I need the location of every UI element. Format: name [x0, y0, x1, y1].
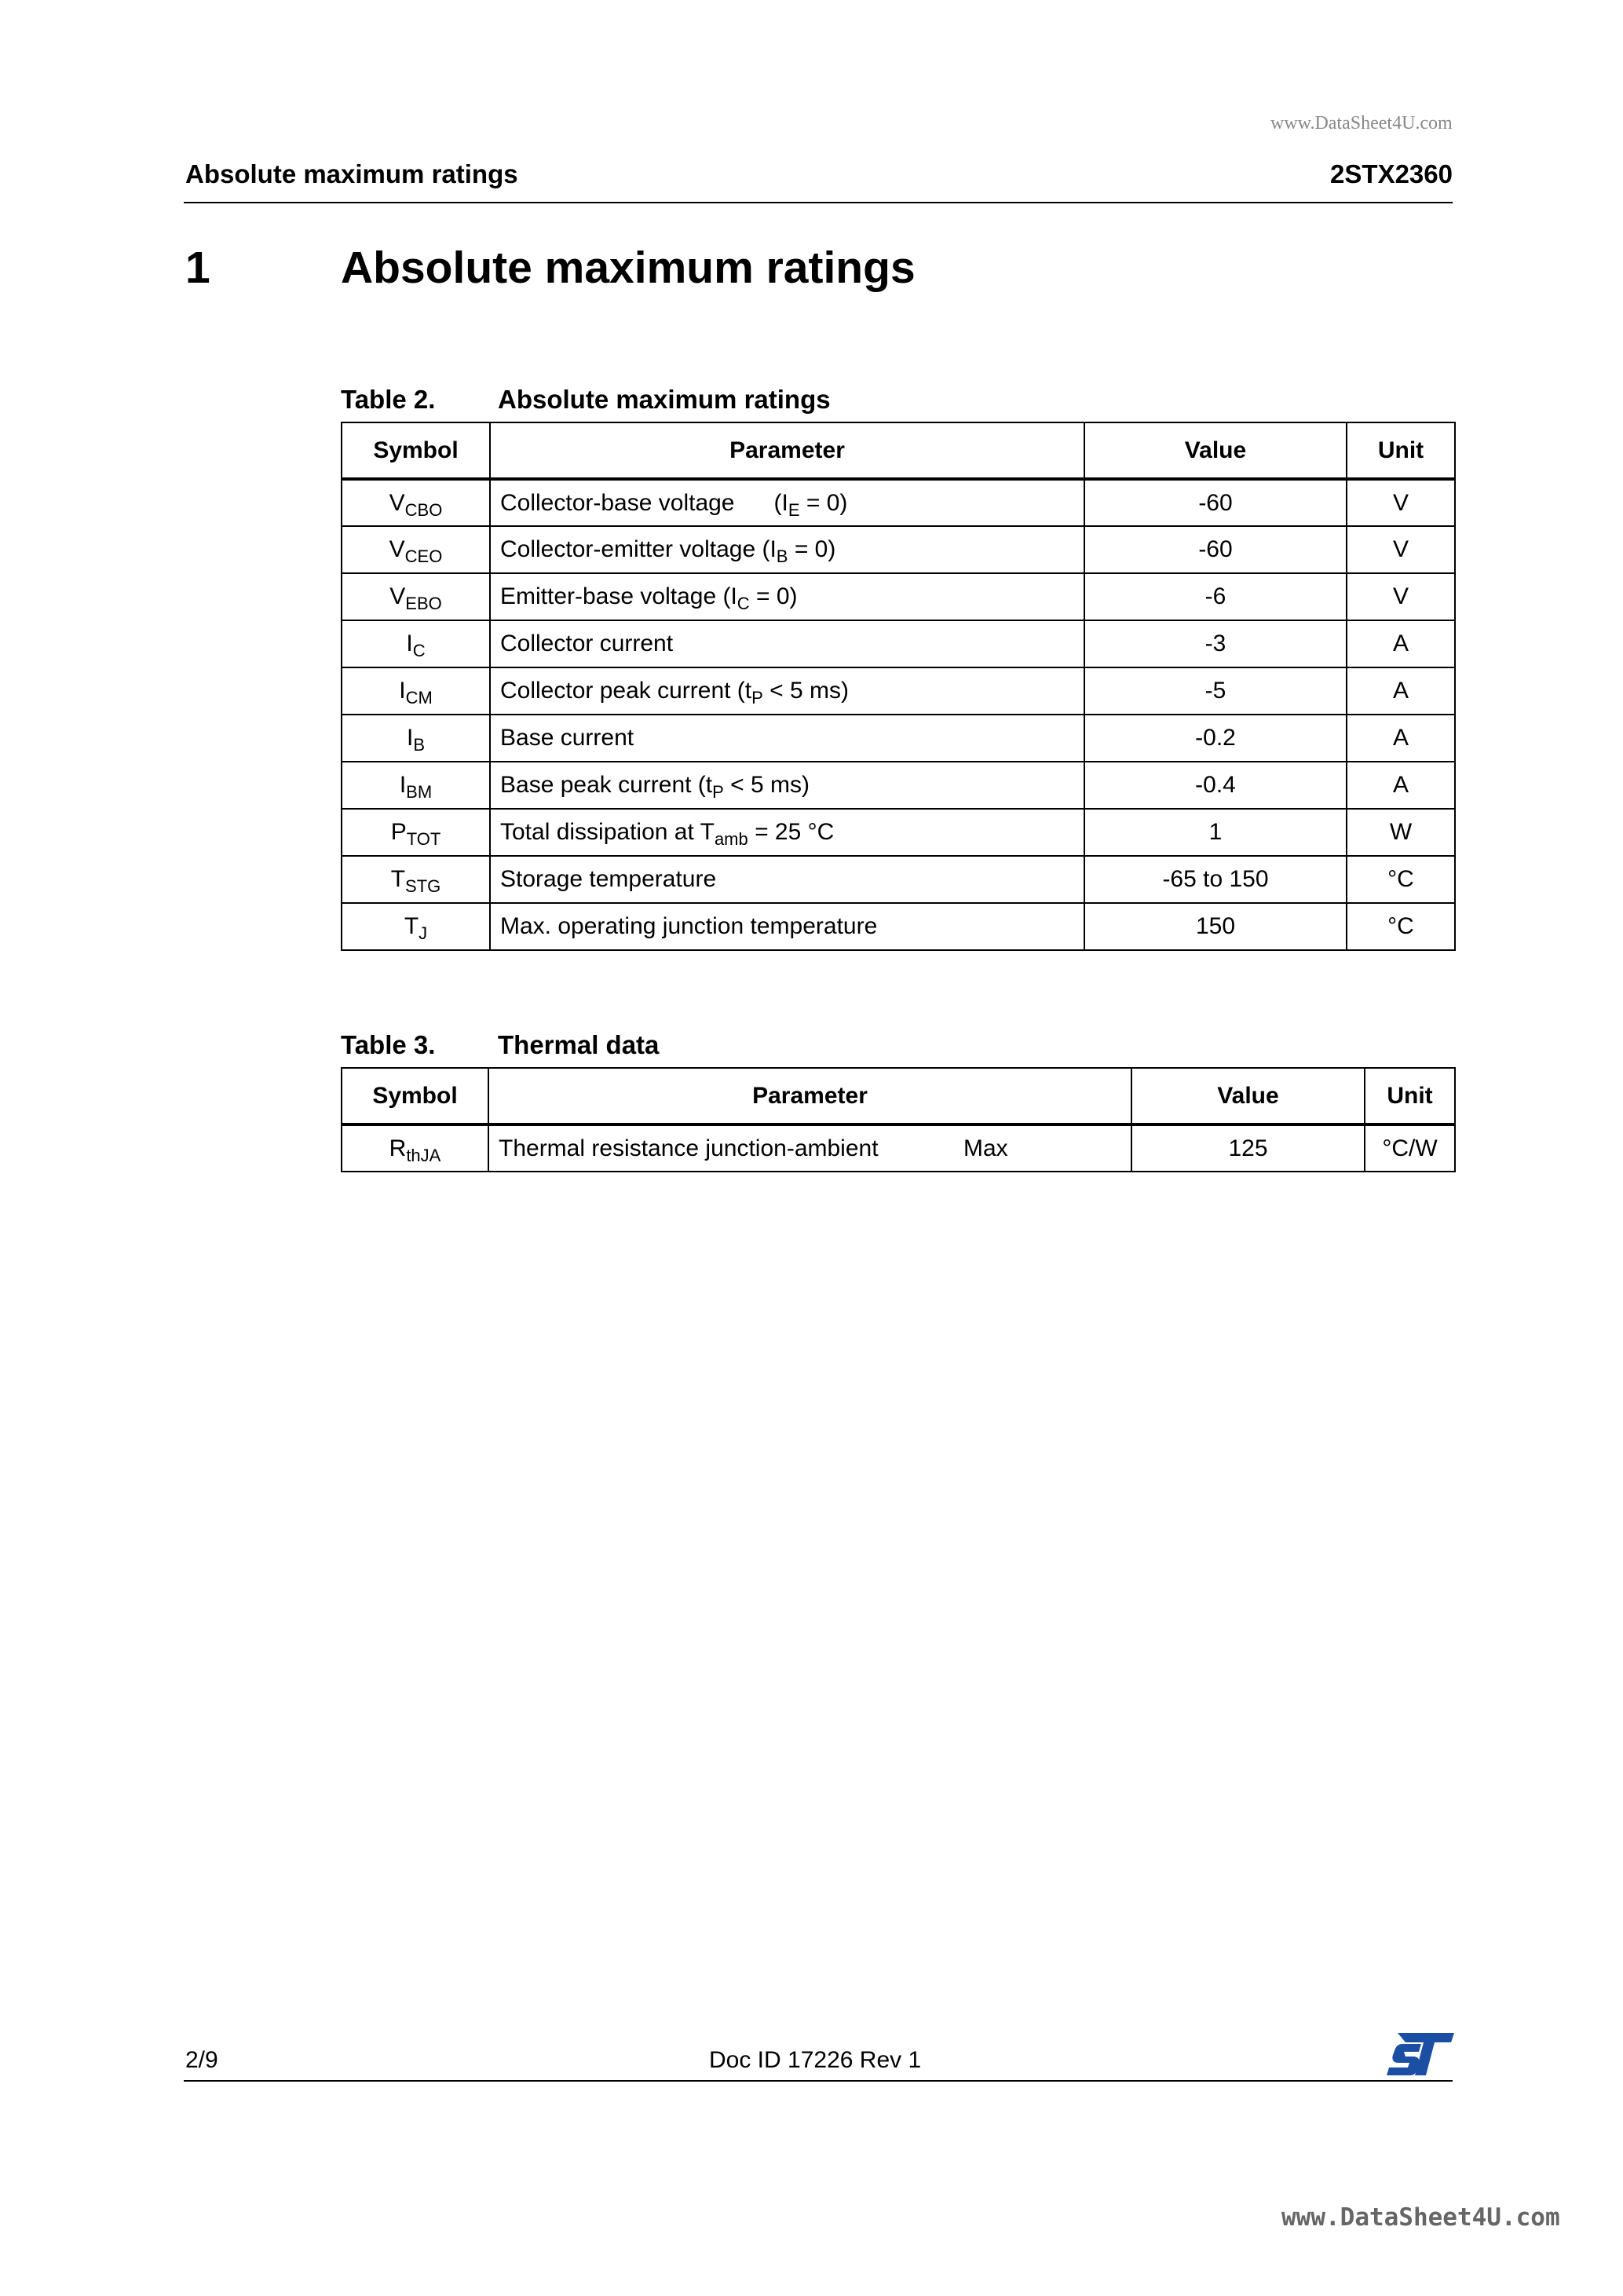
symbol-cell: $T_J$ — [342, 903, 490, 950]
symbol-cell: $I_{BM}$ — [342, 762, 490, 809]
table-row — [342, 479, 1455, 526]
doc-id: Doc ID 17226 Rev 1 — [709, 2047, 922, 2073]
parameter-cell: Max. operating junction temperature — [490, 903, 1084, 950]
unit-cell: °C/W — [1365, 1124, 1455, 1172]
value-cell: -6 — [1084, 573, 1347, 620]
footer-rule — [184, 2080, 1453, 2082]
value-cell: -65 to 150 — [1084, 856, 1347, 903]
symbol-cell: $I_B$ — [342, 715, 490, 762]
running-header-section: Absolute maximum ratings — [185, 159, 518, 188]
table-row — [342, 573, 1455, 620]
parameter-cell: Storage temperature — [490, 856, 1084, 903]
value-cell: -60 — [1084, 526, 1347, 573]
parameter-cell: Base current — [490, 715, 1084, 762]
header-rule — [184, 202, 1453, 203]
table-row — [342, 1124, 1455, 1172]
parameter-cell: Emitter-base voltage $(I_C = 0)$ — [490, 573, 1084, 620]
absolute-max-ratings-table — [341, 422, 1456, 951]
table-row — [342, 856, 1455, 903]
page-number: 2/9 — [185, 2047, 218, 2073]
value-cell: 1 — [1084, 809, 1347, 856]
table-header-row — [342, 422, 1455, 479]
symbol-cell: $I_{CM}$ — [342, 667, 490, 715]
parameter-cell: Collector current — [490, 620, 1084, 667]
qualifier: Max — [963, 1135, 1008, 1161]
unit-cell: V — [1347, 479, 1455, 526]
parameter-cell: Collector peak current ($t_P < 5$ ms) — [490, 667, 1084, 715]
table3-title: Thermal data — [498, 1030, 660, 1059]
table-row — [342, 667, 1455, 715]
section-title: Absolute maximum ratings — [341, 243, 916, 293]
table2-title: Absolute maximum ratings — [498, 385, 831, 414]
running-header-part: 2STX2360 — [1330, 159, 1453, 188]
table-row — [342, 809, 1455, 856]
unit-cell: °C — [1347, 903, 1455, 950]
table-row — [342, 715, 1455, 762]
value-cell: -3 — [1084, 620, 1347, 667]
symbol-cell: $V_{CBO}$ — [342, 479, 490, 526]
column-header-parameter: Parameter — [488, 1068, 1131, 1124]
st-logo-icon — [1387, 2033, 1454, 2075]
watermark-top: www.DataSheet4U.com — [1270, 113, 1453, 133]
value-cell: -0.2 — [1084, 715, 1347, 762]
table2-label: Table 2. — [341, 385, 436, 414]
table-row — [342, 762, 1455, 809]
unit-cell: A — [1347, 620, 1455, 667]
unit-cell: V — [1347, 526, 1455, 573]
value-cell: -0.4 — [1084, 762, 1347, 809]
watermark-bottom: www.DataSheet4U.com — [1281, 2203, 1560, 2232]
unit-cell: W — [1347, 809, 1455, 856]
table-header-row — [342, 1068, 1455, 1124]
unit-cell: A — [1347, 667, 1455, 715]
table-row — [342, 903, 1455, 950]
unit-cell: °C — [1347, 856, 1455, 903]
unit-cell: V — [1347, 573, 1455, 620]
table-row — [342, 526, 1455, 573]
column-header-parameter: Parameter — [490, 422, 1084, 479]
symbol-cell: $V_{CEO}$ — [342, 526, 490, 573]
column-header-unit: Unit — [1347, 422, 1455, 479]
section-number: 1 — [185, 243, 210, 293]
parameter-cell: Total dissipation at $T_{amb} = 25$ °C — [490, 809, 1084, 856]
parameter-cell: Thermal resistance junction-ambient Max — [488, 1124, 1131, 1172]
thermal-data-table — [341, 1067, 1456, 1172]
column-header-value: Value — [1084, 422, 1347, 479]
column-header-symbol: Symbol — [342, 422, 490, 479]
column-header-value: Value — [1131, 1068, 1365, 1124]
table-row — [342, 620, 1455, 667]
unit-cell: A — [1347, 715, 1455, 762]
parameter-cell: Base peak current ($t_P < 5$ ms) — [490, 762, 1084, 809]
unit-cell: A — [1347, 762, 1455, 809]
symbol-cell: $P_{TOT}$ — [342, 809, 490, 856]
value-cell: 125 — [1131, 1124, 1365, 1172]
symbol-cell: $I_C$ — [342, 620, 490, 667]
value-cell: -60 — [1084, 479, 1347, 526]
table3-label: Table 3. — [341, 1030, 436, 1059]
symbol-cell: $R_{thJA}$ — [342, 1124, 488, 1172]
column-header-unit: Unit — [1365, 1068, 1455, 1124]
symbol-cell: $T_{STG}$ — [342, 856, 490, 903]
parameter-cell: Collector-emitter voltage $(I_B = 0)$ — [490, 526, 1084, 573]
value-cell: 150 — [1084, 903, 1347, 950]
value-cell: -5 — [1084, 667, 1347, 715]
column-header-symbol: Symbol — [342, 1068, 488, 1124]
parameter-cell: Collector-base voltage $(I_E = 0)$ — [490, 479, 1084, 526]
symbol-cell: $V_{EBO}$ — [342, 573, 490, 620]
